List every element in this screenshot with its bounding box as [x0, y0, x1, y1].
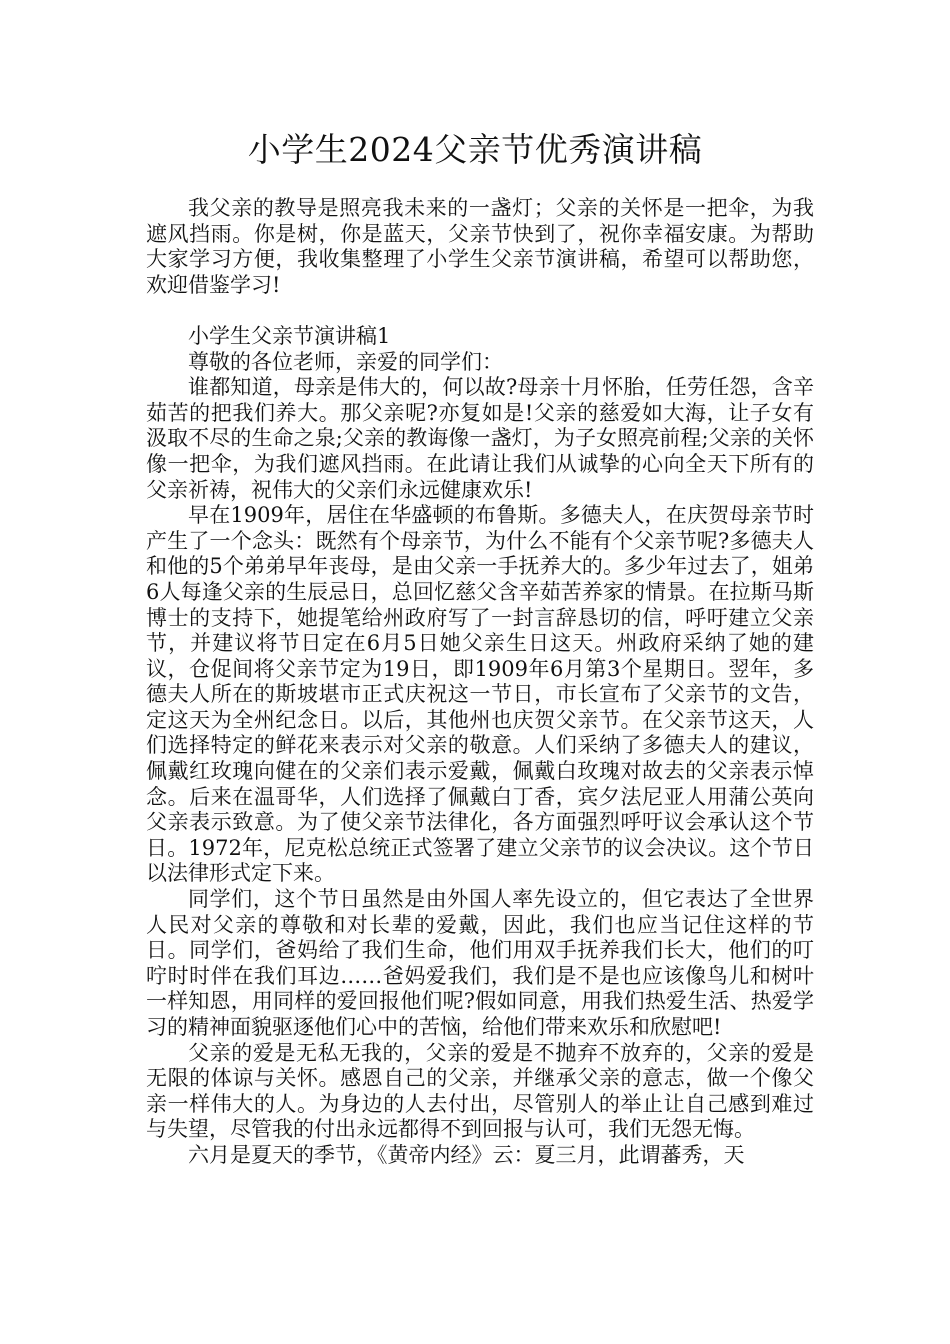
body-paragraph: 谁都知道，母亲是伟大的，何以故?母亲十月怀胎，任劳任怨，含辛茹苦的把我们养大。那父亲呢?亦复如是!父亲的慈爱如大海，让子女有汲取不尽的生命之泉;父亲的教诲像一盏灯，为子女照亮前程;父亲的关怀像一把伞，为我们遮风挡雨。在此请让我们从诚挚的心向全天下所有的父亲祈祷，祝伟大的父亲们永远健康欢乐!: [146, 375, 814, 502]
section-heading: 小学生父亲节演讲稿1: [188, 323, 391, 348]
body-paragraph: 父亲的爱是无私无我的，父亲的爱是不抛弃不放弃的，父亲的爱是无限的体谅与关怀。感恩自己的父亲，并继承父亲的意志，做一个像父亲一样伟大的人。为身边的人去付出，尽管别人的举止让自己感到难过与失望，尽管我的付出永远都得不到回报与认可，我们无怨无悔。: [146, 1040, 814, 1142]
document-body: [146, 196, 814, 1169]
document-title: 小学生2024父亲节优秀演讲稿: [247, 130, 703, 169]
intro-paragraph: 我父亲的教导是照亮我未来的一盏灯；父亲的关怀是一把伞，为我遮风挡雨。你是树，你是蓝天，父亲节快到了，祝你幸福安康。为帮助大家学习方便，我收集整理了小学生父亲节演讲稿，希望可以帮助您，欢迎借鉴学习!: [146, 196, 814, 297]
salutation: 尊敬的各位老师，亲爱的同学们：: [188, 349, 503, 374]
body-paragraph: 同学们，这个节日虽然是由外国人率先设立的，但它表达了全世界人民对父亲的尊敬和对长辈的爱戴，因此，我们也应当记住这样的节日。同学们，爸妈给了我们生命，他们用双手抚养我们长大，他们的叮咛时时伴在我们耳边……爸妈爱我们，我们是不是也应该像鸟儿和树叶一样知恩，用同样的爱回报他们呢?假如同意，用我们热爱生活、热爱学习的精神面貌驱逐他们心中的苦恼，给他们带来欢乐和欣慰吧!: [146, 887, 814, 1039]
body-paragraph: 六月是夏天的季节，《黄帝内经》云：夏三月，此谓蕃秀，天: [188, 1142, 745, 1167]
body-paragraph: 早在1909年，居住在华盛顿的布鲁斯。多德夫人，在庆贺母亲节时产生了一个念头：既然有个母亲节，为什么不能有个父亲节呢?多德夫人和他的5个弟弟早年丧母，是由父亲一手抚养大的。多少年过去了，姐弟6人每逢父亲的生辰忌日，总回忆慈父含辛茹苦养家的情景。在拉斯马斯博士的支持下，她提笔给州政府写了一封言辞恳切的信，呼吁建立父亲节，并建议将节日定在6月5日她父亲生日这天。州政府采纳了她的建议，仓促间将父亲节定为19日，即1909年6月第3个星期日。翌年，多德夫人所在的斯坡堪市正式庆祝这一节日，市长宣布了父亲节的文告，定这天为全州纪念日。以后，其他州也庆贺父亲节。在父亲节这天，人们选择特定的鲜花来表示对父亲的敬意。人们采纳了多德夫人的建议，佩戴红玫瑰向健在的父亲们表示爱戴，佩戴白玫瑰对故去的父亲表示悼念。后来在温哥华，人们选择了佩戴白丁香，宾夕法尼亚人用蒲公英向父亲表示致意。为了使父亲节法律化，各方面强烈呼吁议会承认这个节日。1972年，尼克松总统正式签署了建立父亲节的议会决议。这个节日以法律形式定下来。: [146, 503, 814, 886]
